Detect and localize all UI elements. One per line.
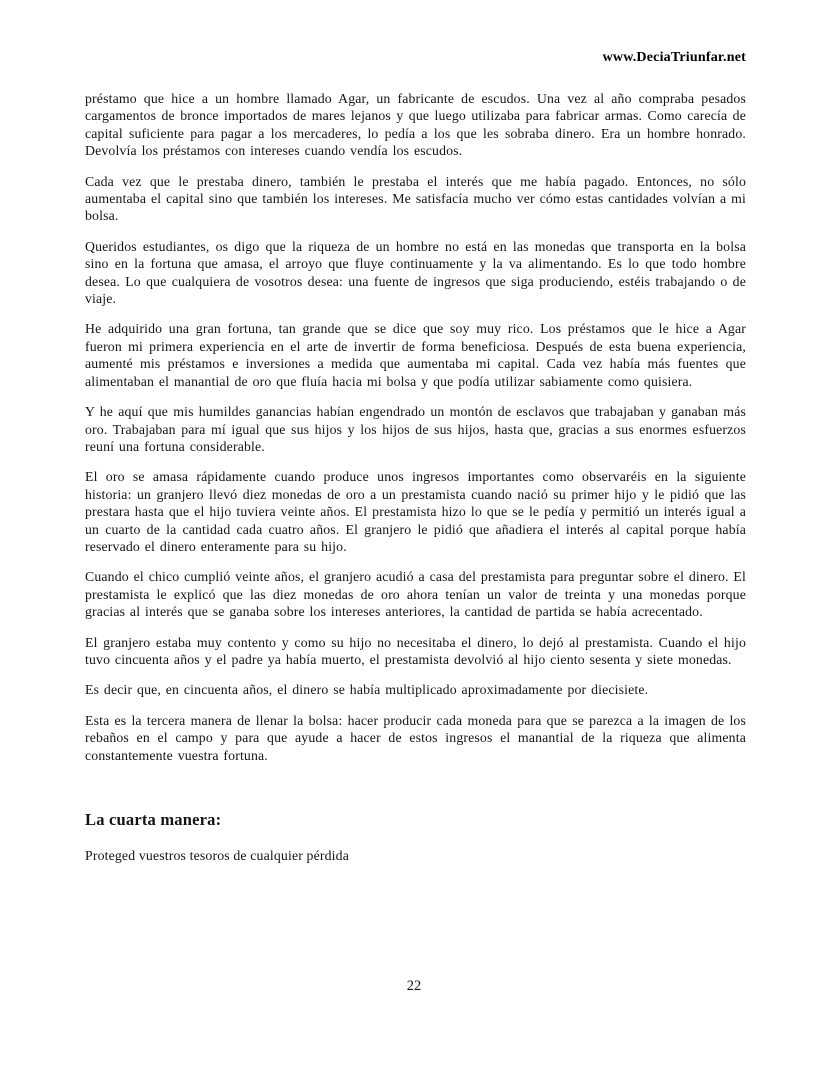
section-heading: La cuarta manera:	[85, 810, 222, 829]
page-content	[85, 0, 746, 864]
paragraph: Cuando el chico cumplió veinte años, el granjero acudió a casa del prestamista para preguntar sobre el dinero. El prestamista le explicó que las diez monedas de oro ahora tenían un valor de treinta y una monedas porque gracias al interés que se ganaba sobre los intereses anteriores, la cantidad de partida se había acrecentado.	[85, 569, 746, 620]
page-number: 22	[406, 978, 422, 994]
site-url-header: www.DeciaTriunfar.net	[602, 50, 746, 65]
paragraph: Es decir que, en cincuenta años, el dinero se había multiplicado aproximadamente por diecisiete.	[85, 682, 649, 698]
paragraph: préstamo que hice a un hombre llamado Agar, un fabricante de escudos. Una vez al año compraba pesados cargamentos de bronce importados de mares lejanos y que luego utilizaba para fabricar armas. Como carecía de capital suficiente para pagar a los mercaderes, lo pedía a los que les sobraba dinero. Era un hombre honrado. Devolvía los préstamos con intereses cuando vendía los escudos.	[85, 91, 746, 159]
paragraph: Y he aquí que mis humildes ganancias habían engendrado un montón de esclavos que trabajaban y ganaban más oro. Trabajaban para mí igual que sus hijos y los hijos de sus hijos, hasta que, gracias a sus enormes esfuerzos reuní una fortuna considerable.	[85, 404, 746, 454]
paragraph: El oro se amasa rápidamente cuando produce unos ingresos importantes como observaréis en la siguiente historia: un granjero llevó diez monedas de oro a un prestamista cuando nació su primer hijo y le pidió que las prestara hasta que el hijo tuviera veinte años. El prestamista hizo lo que se le pedía y permitió un interés igual a un cuarto de la cantidad cada cuatro años. El granjero le pidió que añadiera el interés al capital porque había reservado el dinero enteramente para su hijo.	[85, 469, 746, 554]
paragraph: Queridos estudiantes, os digo que la riqueza de un hombre no está en las monedas que transporta en la bolsa sino en la fortuna que amasa, el arroyo que fluye continuamente y la va alimentando. Es lo que todo hombre desea. Lo que cualquiera de vosotros desea: una fuente de ingresos que siga produciendo, estéis trabajando o de viaje.	[85, 238, 746, 307]
paragraph: He adquirido una gran fortuna, tan grande que se dice que soy muy rico. Los préstamos que le hice a Agar fueron mi primera experiencia en el arte de invertir de forma beneficiosa. Después de esta buena experiencia, aumenté mis préstamos e inversiones a medida que aumentaba mi capital. Cada vez había más fuentes que alimentaban el manantial de oro que fluía hacia mi bolsa y que podía utilizar sabiamente como quisiera.	[85, 321, 746, 389]
paragraph: Cada vez que le prestaba dinero, también le prestaba el interés que me había pagado. Entonces, no sólo aumentaba el capital sino que también los intereses. Me satisfacía mucho ver cómo estas cantidades volvían a mi bolsa.	[85, 173, 746, 224]
paragraph: El granjero estaba muy contento y como su hijo no necesitaba el dinero, lo dejó al prestamista. Cuando el hijo tuvo cincuenta años y el padre ya había muerto, el prestamista devolvió al hijo ciento sesenta y siete monedas.	[85, 634, 746, 667]
body-text	[85, 90, 746, 764]
section-subtitle: Proteged vuestros tesoros de cualquier pérdida	[85, 848, 349, 863]
paragraph: Esta es la tercera manera de llenar la bolsa: hacer producir cada moneda para que se parezca a la imagen de los rebaños en el campo y para que ayude a hacer de estos ingresos el manantial de la riqueza que alimenta constantemente vuestra fortuna.	[85, 712, 746, 763]
